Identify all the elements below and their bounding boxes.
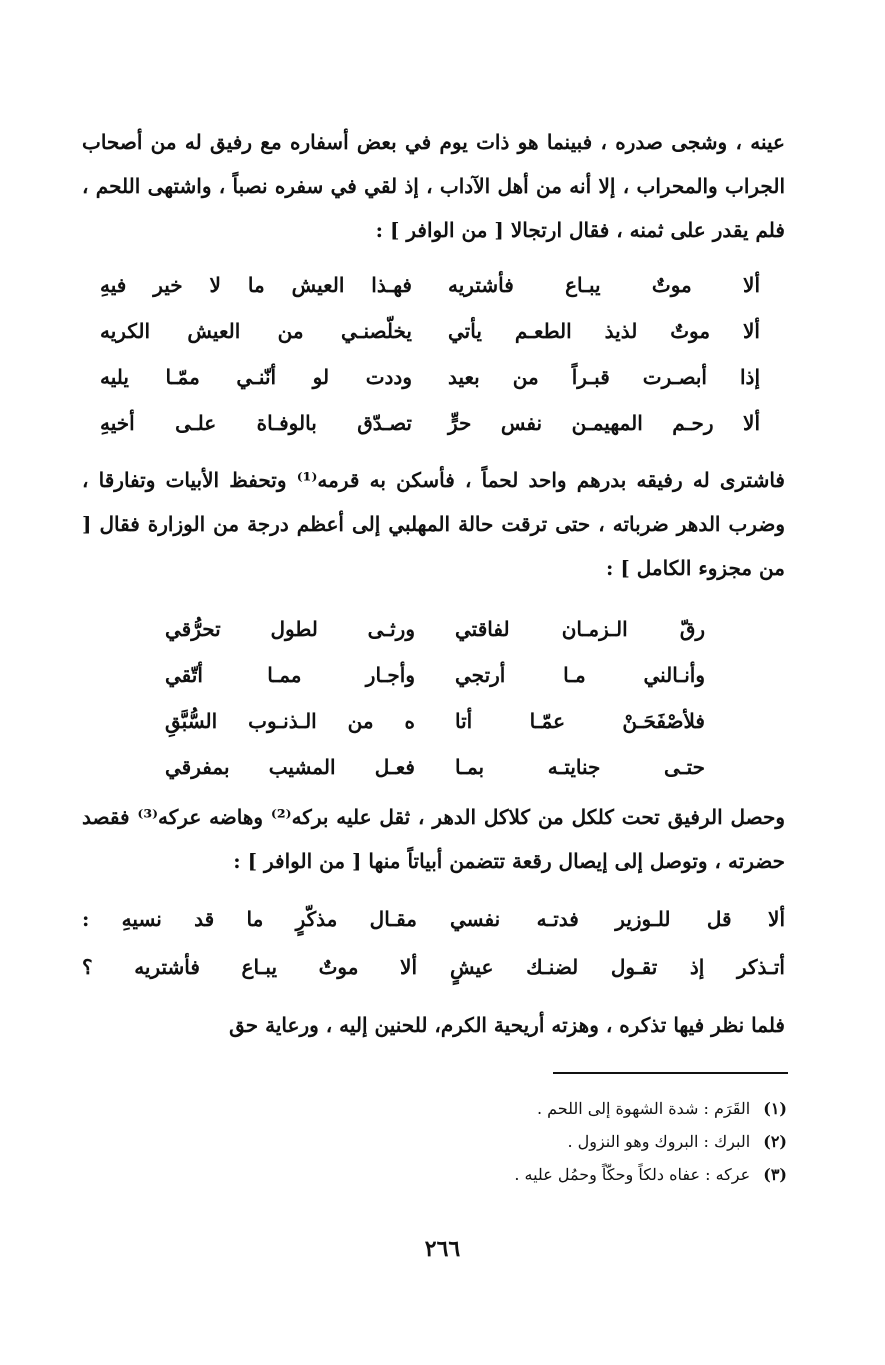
verse-first-hemistich: حتـى جنايتـه بمـا bbox=[455, 755, 705, 779]
verse-first-hemistich: ألا قل للـوزير فدتـه نفسي bbox=[450, 907, 785, 931]
verse-second-hemistich: فعـل المشيب بمفرقي bbox=[165, 755, 415, 779]
verse-first-hemistich: أتـذكر إذ تقـول لضنـك عيشٍ bbox=[450, 955, 785, 979]
verse-first-hemistich: ألا موتٌ يبـاع فأشتريه bbox=[448, 273, 760, 297]
footnote bbox=[300, 1125, 787, 1158]
verse-second-hemistich: ورثـى لطول تحرُّقي bbox=[165, 617, 415, 641]
poem-kamil bbox=[165, 606, 705, 790]
verse-line bbox=[165, 744, 705, 790]
footnote bbox=[300, 1158, 787, 1191]
verse-line bbox=[165, 652, 705, 698]
verse-second-hemistich: وددت لو أنّنـي ممّـا يليه bbox=[100, 365, 412, 389]
paragraph-intro: عينه ، وشجى صدره ، فبينما هو ذات يوم في بعض أسفاره مع رفيق له من أصحاب الجراب والمحراب ، إلا أنه من أهل الآداب ، إذ لقي في سفره نصباً ، واشتهى اللحم ، فلم يقدر على ثمنه ، فقال ارتجالا [ من الوافر ] : bbox=[82, 130, 785, 242]
footnotes bbox=[300, 1092, 787, 1191]
verse-first-hemistich: فلأصْفَحَـنْ عمّـا أتا bbox=[455, 709, 705, 733]
verse-first-hemistich: ألا موتٌ لذيذ الطعـم يأتي bbox=[448, 319, 760, 343]
verse-line bbox=[165, 698, 705, 744]
footnote-text: القَرَم : شدة الشهوة إلى اللحم . bbox=[536, 1099, 751, 1118]
poem-wafir-2 bbox=[82, 895, 785, 991]
verse-line bbox=[100, 308, 760, 354]
verse-second-hemistich: مقـال مذكّرٍ ما قد نسيهِ : bbox=[82, 907, 417, 931]
verse-line bbox=[165, 606, 705, 652]
verse-second-hemistich: يخلّصنـي من العيش الكريه bbox=[100, 319, 412, 343]
verse-line bbox=[100, 400, 760, 446]
footnote bbox=[300, 1092, 787, 1125]
paragraph-purchase: فاشترى له رفيقه بدرهم واحد لحماً ، فأسكن به قرمه⁽¹⁾ وتحفظ الأبيات وتفارقا ، وضرب الدهر ضرباته ، حتى ترقت حالة المهلبي إلى أعظم درجة من الوزارة فقال [ من مجزوء الكامل ] : bbox=[82, 468, 785, 580]
verse-second-hemistich: فهـذا العيش ما لا خير فيهِ bbox=[100, 273, 412, 297]
verse-first-hemistich: وأنـالني مـا أرتجي bbox=[455, 663, 705, 687]
verse-line bbox=[82, 895, 785, 943]
paragraph-companion: وحصل الرفيق تحت كلكل من كلاكل الدهر ، ثقل عليه بركه⁽²⁾ وهاضه عركه⁽³⁾ فقصد حضرته ، وتوصل إلى إيصال رقعة تتضمن أبياتاً منها [ من الوافر ] : bbox=[82, 805, 785, 873]
verse-second-hemistich: تصـدّق بالوفـاة علـى أخيهِ bbox=[100, 411, 412, 435]
footnote-number: (٣) bbox=[763, 1165, 787, 1184]
footnote-divider bbox=[553, 1072, 788, 1074]
verse-first-hemistich: رقّ الـزمـان لفاقتي bbox=[455, 617, 705, 641]
verse-second-hemistich: ألا موتٌ يبـاع فأشتريه ؟ bbox=[82, 955, 417, 979]
footnote-text: عركه : عفاه دلكاً وحكّاً وحمُل عليه . bbox=[514, 1165, 751, 1184]
verse-first-hemistich: ألا رحـم المهيمـن نفس حرٍّ bbox=[448, 411, 760, 435]
footnote-number: (١) bbox=[763, 1099, 787, 1118]
verse-second-hemistich: ه من الـذنـوب السُّبَّقِ bbox=[165, 709, 415, 733]
poem-wafir-1 bbox=[100, 262, 760, 446]
verse-line bbox=[82, 943, 785, 991]
footnote-text: البرك : البروك وهو النزول . bbox=[567, 1132, 751, 1151]
verse-first-hemistich: إذا أبصـرت قبـراً من بعيد bbox=[448, 365, 760, 389]
page-number: ٢٦٦ bbox=[424, 1236, 461, 1262]
verse-line bbox=[100, 262, 760, 308]
verse-line bbox=[100, 354, 760, 400]
verse-second-hemistich: وأجـار ممـا أتّقي bbox=[165, 663, 415, 687]
paragraph-closing: فلما نظر فيها تذكره ، وهزته أريحية الكرم، للحنين إليه ، ورعاية حق bbox=[229, 1013, 785, 1037]
footnote-number: (٢) bbox=[763, 1132, 787, 1151]
